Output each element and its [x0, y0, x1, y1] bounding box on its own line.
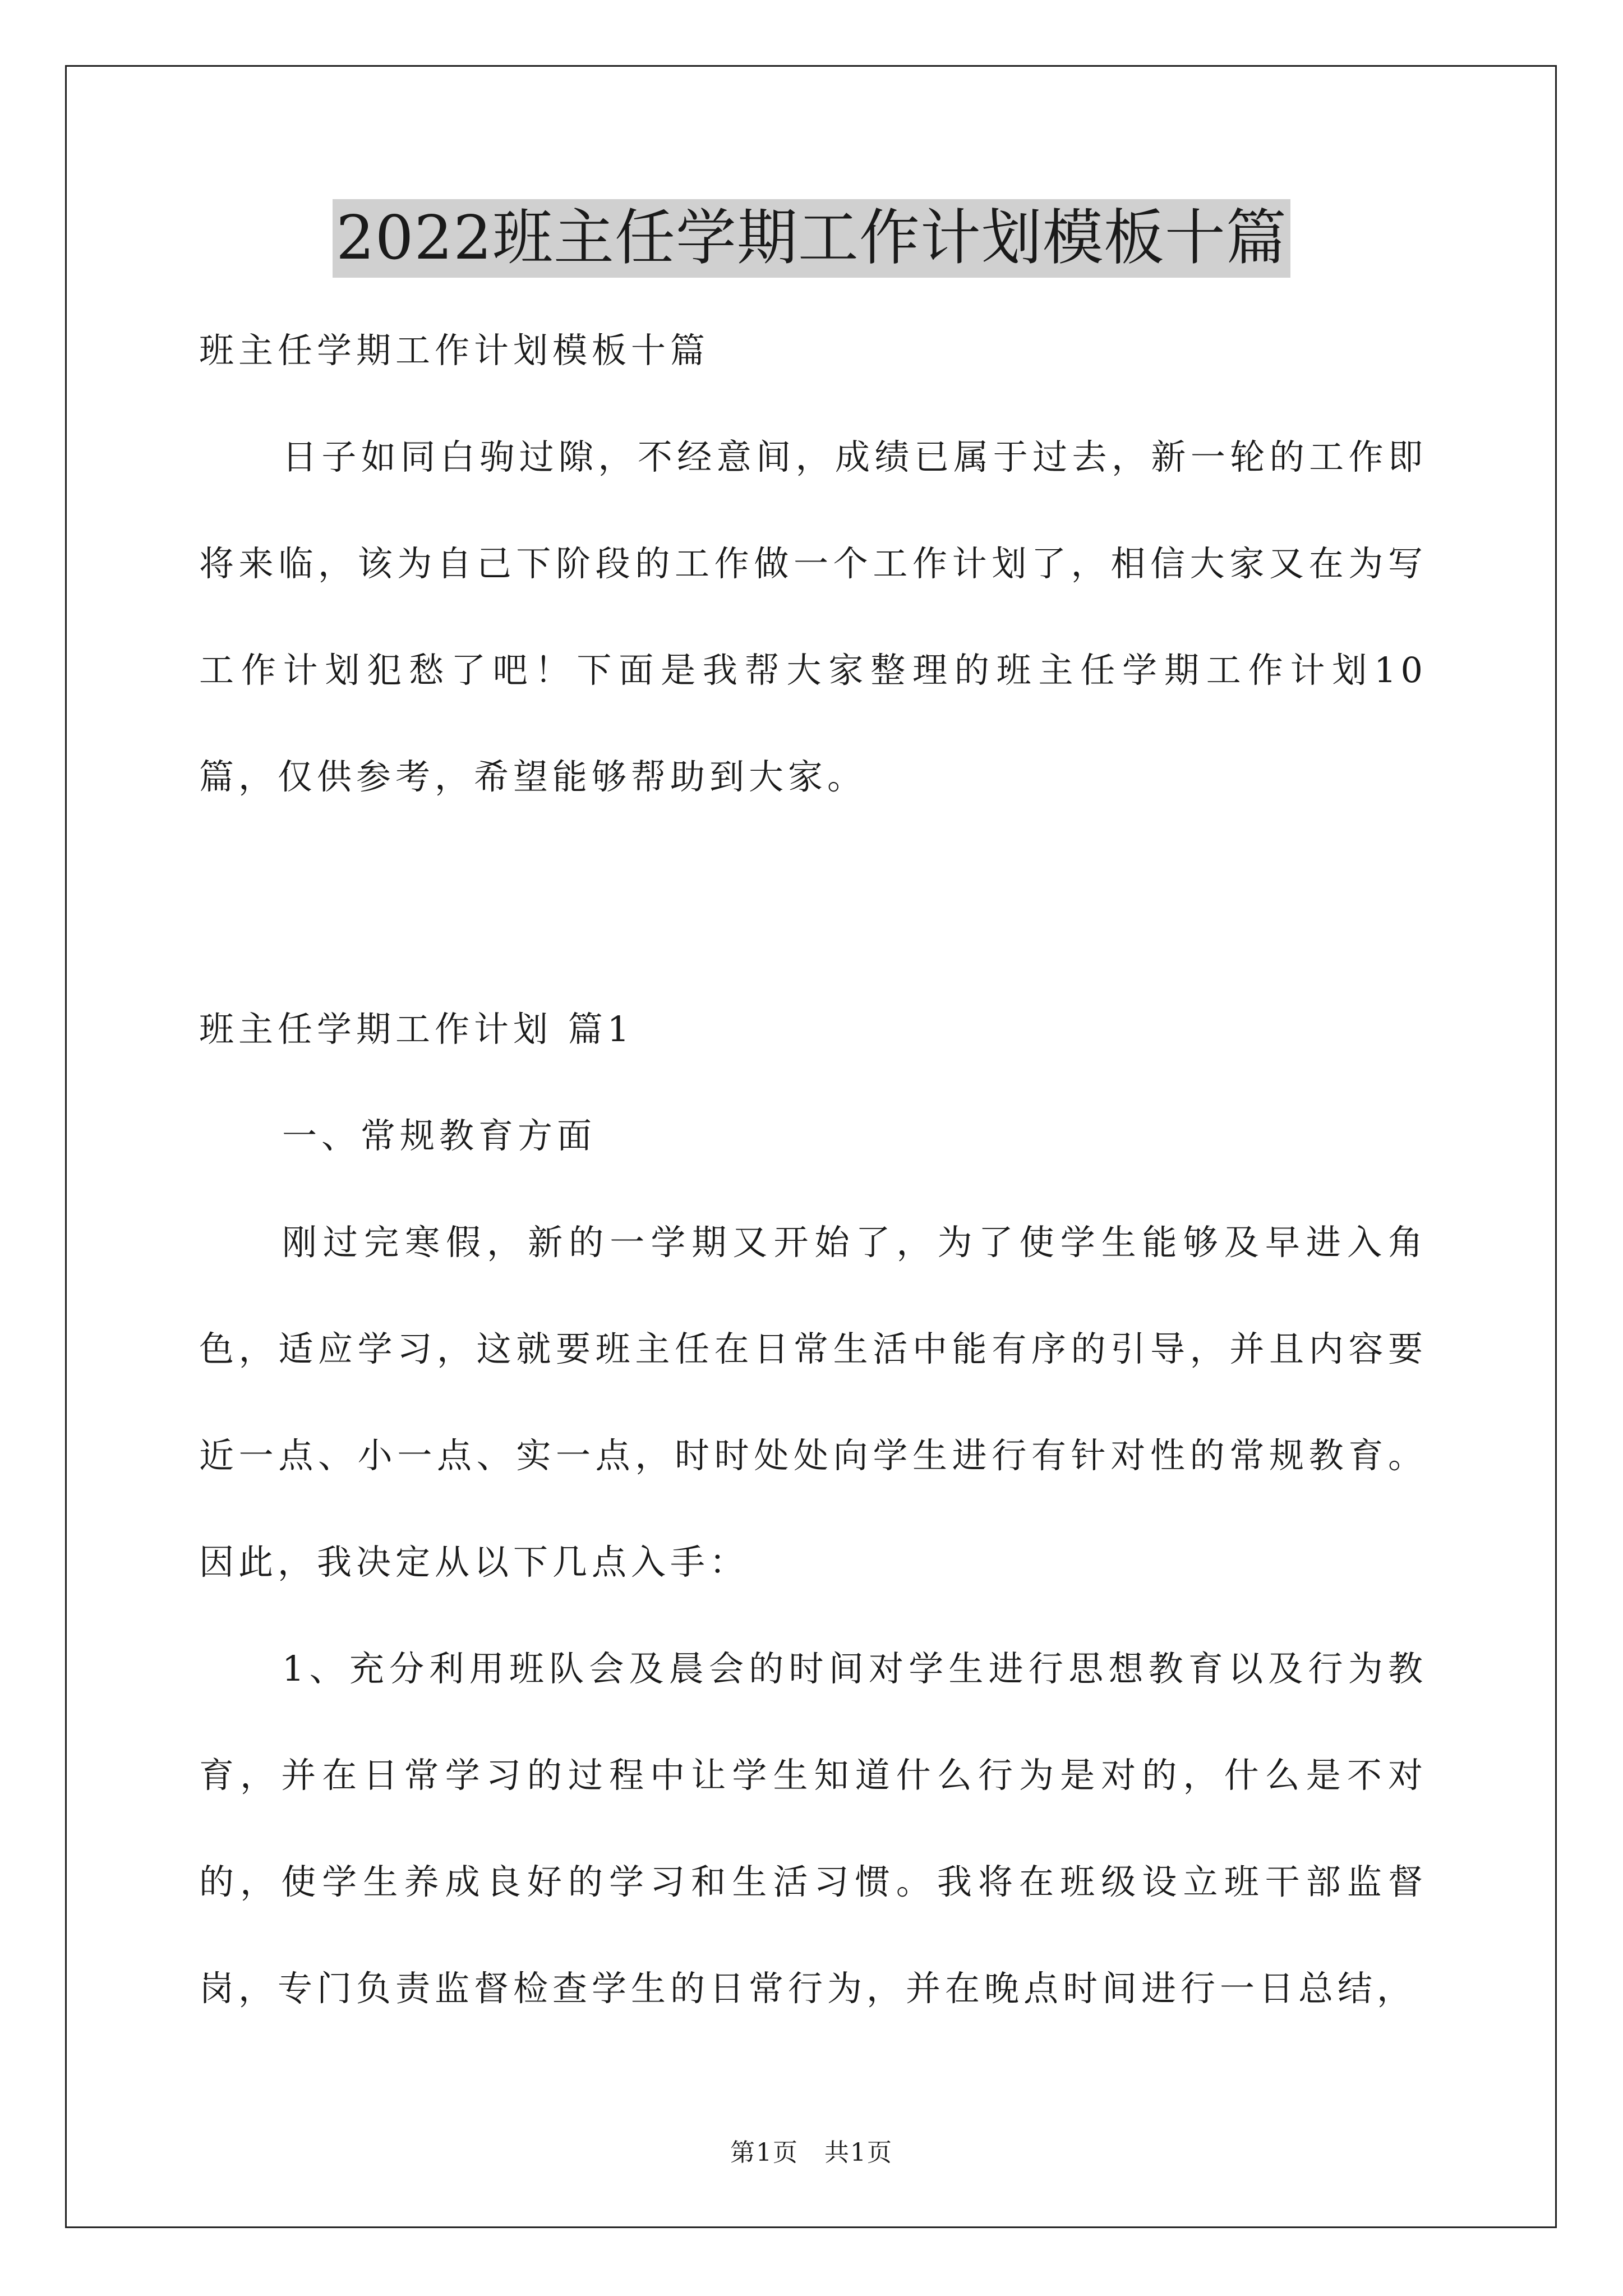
section-heading: 班主任学期工作计划 篇1	[199, 1009, 634, 1050]
document-title	[0, 199, 1623, 278]
body-paragraph-2: 1、充分利用班队会及晨会的时间对学生进行思想教育以及行为教育，并在日常学习的过程中让学生知道什么行为是对的，什么是不对的，使学生养成良好的学习和生活习惯。我将在班级设立班干部监督岗，专门负责监督检查学生的日常行为，并在晚点时间进行一日总结，	[199, 1648, 1427, 2009]
intro-paragraph: 日子如同白驹过隙，不经意间，成绩已属于过去，新一轮的工作即将来临，该为自己下阶段的工作做一个工作计划了，相信大家又在为写工作计划犯愁了吧！下面是我帮大家整理的班主任学期工作计划10篇，仅供参考，希望能够帮助到大家。	[199, 436, 1427, 797]
section-1	[199, 976, 1427, 2042]
document-body	[199, 297, 1427, 830]
document-title-text: 2022班主任学期工作计划模板十篇	[333, 199, 1290, 278]
section-subheading: 一、常规教育方面	[282, 1115, 597, 1156]
page-footer: 第1页 共1页	[730, 2138, 893, 2167]
document-subtitle: 班主任学期工作计划模板十篇	[199, 330, 710, 371]
body-paragraph-1: 刚过完寒假，新的一学期又开始了，为了使学生能够及早进入角色，适应学习，这就要班主任在日常生活中能有序的引导，并且内容要近一点、小一点、实一点，时时处处向学生进行有针对性的常规教育。因此，我决定从以下几点入手：	[199, 1222, 1427, 1582]
